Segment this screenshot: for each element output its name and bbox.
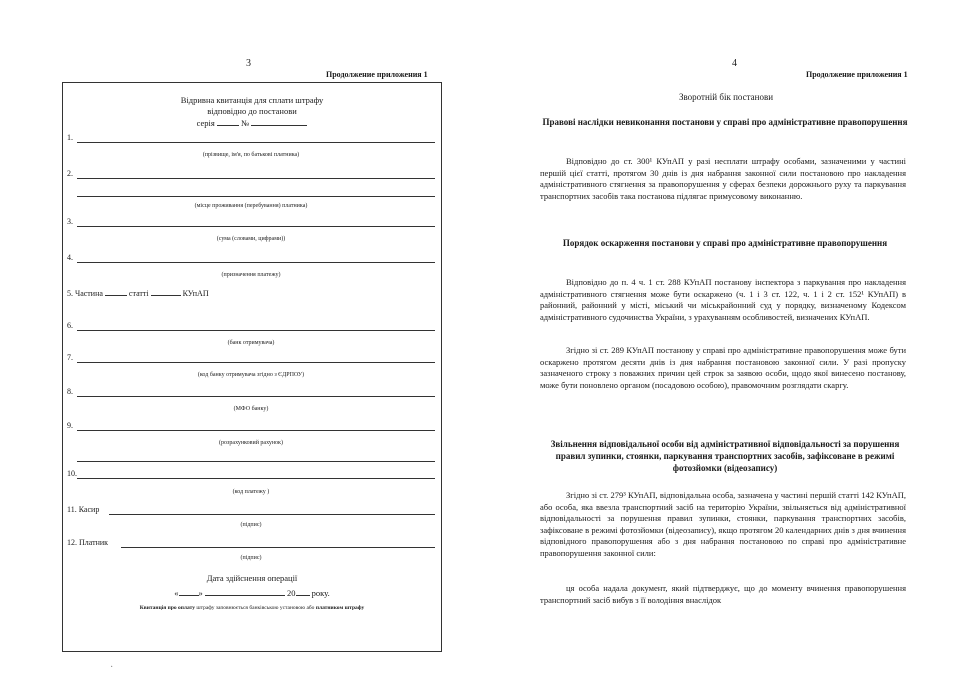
slip-row-1 <box>67 133 435 169</box>
slip-row-cashier <box>67 505 435 535</box>
row-number: 7. <box>67 353 73 362</box>
row-number: 5. <box>67 289 73 298</box>
row-number: 8. <box>67 387 73 396</box>
row-number: 11. <box>67 505 77 514</box>
row-caption: (сума (словами, цифрами)) <box>216 236 286 242</box>
code-label: КУпАП <box>182 289 209 298</box>
payer-label: Платник <box>79 538 109 547</box>
slip-row-2 <box>67 169 435 215</box>
section-2-text-2: Згідно зі ст. 289 КУпАП постанову у справі про адміністративне правопорушення може бути оскаржено протягом десяти днів із дня набрання постановою законної сили. У разі пропуску зазначеного строку з поважних причин цей строк за заявою особи, щодо якої винесено постанову, може бути поновлено органом (посадовою особою), правомочним розглядати скаргу. <box>540 345 906 390</box>
cashier-label: Касир <box>78 505 100 514</box>
operation-date-title: Дата здійснення операції <box>206 573 298 583</box>
operation-date-line: « » 20 року. <box>174 588 330 598</box>
scan-noise: · <box>110 662 114 673</box>
slip-row-7 <box>67 353 435 389</box>
section-3-text-2: ця особа надала документ, який підтверджує, що до моменту вчинення правопорушення транспортний засіб вибув з її володіння внаслідок <box>540 583 906 605</box>
slip-row-8 <box>67 387 435 423</box>
row-caption: (місце проживання (перебування) платника) <box>194 203 308 209</box>
article-label: статті <box>128 289 149 298</box>
slip-title: Відривна квитанція для сплати штрафу <box>180 95 324 105</box>
slip-row-3 <box>67 217 435 253</box>
row-caption: (код банку отримувача згідно з ЄДРПОУ) <box>197 372 305 378</box>
section-3-text-1: Згідно зі ст. 279³ КУпАП, відповідальна особа, зазначена у частині першій статті 142 КУпАП, або особа, яка ввезла транспортний засіб на територію України, звільняється від адміністративної відповідальності за порушення правил зупинки, стоянки, паркування транспортних засобів, зафіксоване в режимі фотозйомки (відеозапису), якщо протягом 20 календарних днів з дня вчинення відповідного правопорушення або з дня набрання постановою по справі про адміністративне правопорушення законної сили: <box>540 490 906 558</box>
section-3-heading: Звільнення відповідальної особи від адміністративної відповідальності за порушення правил зупинки, стоянки, паркування транспортних засобів, зафіксоване в режимі фотозйомки (відеозапису) <box>550 439 900 473</box>
slip-row-payer <box>67 538 435 568</box>
slip-row-10 <box>67 455 435 501</box>
row-number: 12. <box>67 538 77 547</box>
payment-slip <box>62 82 442 652</box>
continuation-note: Продолжение приложения 1 <box>806 70 908 79</box>
row-caption: (підпис) <box>240 555 262 561</box>
section-2-heading: Порядок оскарження постанови у справі про адміністративне правопорушення <box>562 238 888 248</box>
row-caption: (розрахунковий рахунок) <box>219 440 283 446</box>
part-label: Частина <box>75 289 103 298</box>
slip-row-4 <box>67 253 435 289</box>
row-caption: (прізвище, ім'я, по батькові платника) <box>202 152 300 158</box>
row-number: 4. <box>67 253 73 262</box>
row-caption: (МФО банку) <box>233 406 269 412</box>
slip-row-6 <box>67 321 435 357</box>
continuation-note: Продолжение приложения 1 <box>326 70 428 79</box>
slip-row-5 <box>67 287 435 298</box>
right-page <box>484 0 968 687</box>
row-caption: (призначення платежу) <box>221 272 281 278</box>
row-number: 9. <box>67 421 73 430</box>
row-caption: (банк отримувача) <box>227 340 275 346</box>
slip-footer-note: Квитанція про оплату штрафу заповнюється банківською установою або платником штрафу <box>139 605 365 611</box>
section-1-heading: Правові наслідки невиконання постанови у справі про адміністративне правопорушення <box>542 117 908 127</box>
row-caption: (підпис) <box>240 522 262 528</box>
row-number: 2. <box>67 169 73 178</box>
slip-series-line <box>63 117 441 129</box>
row-number: 3. <box>67 217 73 226</box>
row-number: 1. <box>67 133 73 142</box>
row-caption: (код платежу ) <box>232 489 270 495</box>
section-2-text-1: Відповідно до п. 4 ч. 1 ст. 288 КУпАП постанову інспектора з паркування про накладення адміністративного стягнення може бути оскаржено (ч. 1 і 3 ст. 122, ч. 1 і 2 ст. 152¹ КУпАП) в районний, районний у місті, міський чи міськрайонний суд у порядку, визначеному Кодексом адміністративного судочинства України, з урахуванням особливостей, визначених КУпАП. <box>540 277 906 322</box>
page-number: 4 <box>732 58 737 69</box>
page-number: 3 <box>246 58 251 69</box>
slip-row-9 <box>67 421 435 457</box>
number-label: № <box>241 118 250 128</box>
back-side-title: Зворотній бік постанови <box>678 92 774 102</box>
series-label: серія <box>196 118 215 128</box>
section-1-text: Відповідно до ст. 300¹ КУпАП у разі несплати штрафу особами, зазначеними у частині першій цієї статті, протягом 30 днів із дня набрання законної сили постановою про накладення адміністративного стягнення за правопорушення у сферах безпеки дорожнього руху та паркування транспортних засобів така постанова підлягає примусовому виконанню. <box>540 156 906 201</box>
row-number: 6. <box>67 321 73 330</box>
row-number: 10. <box>67 469 77 478</box>
slip-subtitle: відповідно до постанови <box>207 106 297 116</box>
